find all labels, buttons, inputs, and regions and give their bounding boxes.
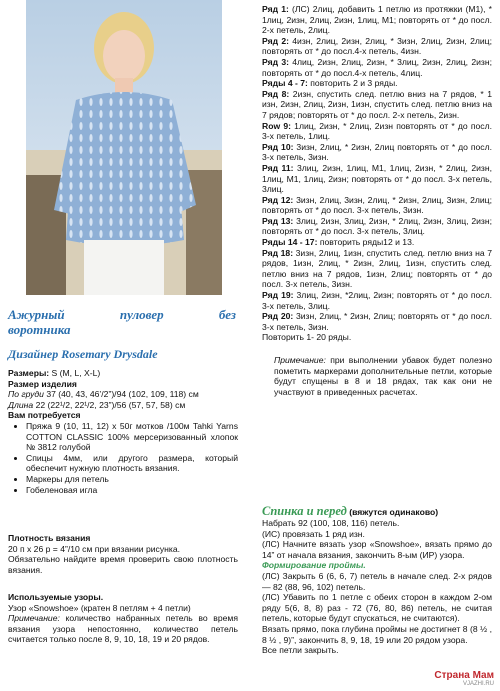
row-instruction: Ряд 1: (ЛС) 2лиц, добавить 1 петлю из протяжки (M1), * 1лиц, 2изн, 2лиц, 2изн, 1лиц, M1; повторять от * до посл. 2-х петель, 2лиц.	[262, 4, 492, 36]
site-logo	[434, 670, 494, 687]
row-instruction: Ряд 13: 3лиц, 2изн, 3лиц, 2изн, * 2лиц, 2изн, 3лиц, 2изн; повторять от * до посл. 3-х петель, 3лиц.	[262, 215, 492, 237]
needed-label: Вам потребуется	[8, 410, 81, 421]
row-instruction: Ряд 20: 3изн, 2лиц, * 2изн, 2лиц; повторять от * до посл. 3-х петель, 3изн.	[262, 311, 492, 332]
row-instruction: Ряд 10: 3изн, 2лиц, * 2изн, 2лиц повторять от * до посл. 3-х петель, 3изн.	[262, 141, 492, 163]
pattern-title	[8, 307, 236, 337]
rs-start: (ЛС) Начните вязать узор «Snowshoe», вязать прямо до 14” от начала вязания, закончить 8-ым (ИР) узора.	[262, 539, 492, 560]
model-photo	[26, 0, 222, 295]
sizes-value: S (M, L, X-L)	[49, 368, 101, 378]
gauge-note: Обязательно найдите время проверить свою плотность вязания.	[8, 554, 238, 575]
title-word-4: воротника	[8, 322, 71, 337]
row-instruction: Ряд 19: 3лиц, 2изн, *2лиц, 2изн; повторять от * до посл. 3-х петель, 3лиц.	[262, 290, 492, 311]
needed-list	[8, 421, 238, 495]
row-instruction: Ряд 18: 3изн, 2лиц, 1изн, спустить след. петлю вниз на 7 рядов, 1изн, 2лиц, * 2изн, 2лиц, 1изн, спустить след. петлю вниз на 7 рядов, 1изн, 2лиц; повторять от * до посл. 3-х петель, 3изн.	[262, 247, 492, 290]
logo-sub: VJAZHI.RU	[462, 681, 494, 687]
rows-block	[262, 4, 492, 397]
repeat-rows: Повторить 1- 20 ряды.	[262, 332, 352, 343]
designer-credit: Дизайнер Rosemary Drysdale	[8, 347, 158, 361]
patterns-block	[8, 592, 238, 645]
row-instruction: Ряд 12: 3изн, 2лиц, 3изн, 2лиц, * 2изн, 2лиц, 3изн, 2лиц; повторять от * до посл. 3-х петель, 3изн.	[262, 194, 492, 216]
needed-item: • Пряжа 9 (10, 11, 12) x 50г мотков /100м Tahki Yarns COTTON CLASSIC 100% мерсеризованный хлопок № 3812 голубой	[26, 421, 238, 453]
note2	[262, 355, 492, 397]
title-word-3: без	[218, 307, 236, 322]
needed-item: • Гобеленовая игла	[26, 485, 238, 496]
row-instruction: Ряд 8: 2изн, спустить след. петлю вниз на 7 рядов, * 1 изн, 2изн, 2лиц, 2изн, 1изн, спустить след. петлю вниз на 7 рядов; повторять от * до посл. 2-х петель, 2изн.	[262, 88, 492, 120]
size-details-label: Размер изделия	[8, 378, 77, 389]
sizes-block	[8, 368, 238, 495]
armhole-title: Формирование проймы.	[262, 560, 366, 571]
row-instruction: Ряды 4 - 7: повторить 2 и 3 ряды.	[262, 78, 398, 89]
note2-label: Примечание:	[274, 355, 326, 365]
patterns-label: Используемые узоры.	[8, 592, 104, 602]
length-label: Длина	[8, 399, 34, 410]
armhole-step-2: (ЛС) Убавить по 1 петле с обеих сторон в каждом 2-ом ряду 5(6, 8, 8) раз - 72 (76, 80, 86) петель, не считая петель, которые будут спускаться, не считаются).	[262, 592, 492, 624]
needed-item: • Спицы 4мм, или другого размера, который обеспечит нужную плотность вязания.	[26, 453, 238, 474]
model-photo-image	[26, 0, 222, 295]
gauge-label: Плотность вязания	[8, 533, 91, 543]
row-instruction: Ряд 11: 3лиц, 2изн, 1лиц, M1, 1лиц, 2изн, * 2лиц, 2изн, 1лиц, M1, 1лиц, 2изн; повторять от * до посл. 3-х петель, 3лиц.	[262, 162, 492, 195]
section-title: Спинка и перед	[262, 504, 347, 518]
armhole-step-3: Вязать прямо, пока глубина проймы не достигнет 8 (8 ½ , 8 ½ , 9)”, закончить 8, 9, 18, 19 или 20 рядом узора.	[262, 623, 492, 645]
gauge-value: 20 п x 26 р = 4”/10 см при вязании рисунка.	[8, 543, 180, 554]
cast-on: Набрать 92 (100, 108, 116) петель.	[262, 518, 400, 528]
note2-text: при выполнении убавок будет полезно пометить маркерами дополнительные петли, которые будут спущены в 8 и 18 рядах, так как они не участвуют в приведенных расчетах.	[274, 355, 492, 397]
row-instruction: Ряд 2: 4изн, 2лиц, 2изн, 2лиц, * 3изн, 2лиц, 2изн, 2лиц; повторять от * до посл.4-х петель, 4изн.	[262, 35, 492, 57]
section-body	[262, 518, 492, 656]
row-instruction: Ряды 14 - 17: повторить ряды12 и 13.	[262, 237, 415, 248]
needed-item: • Маркеры для петель	[26, 474, 238, 485]
title-word-1: Ажурный	[8, 307, 65, 322]
armhole-step-1: (ЛС) Закрыть 6 (6, 6, 7) петель в начале след. 2-х рядов — 82 (88, 96, 102) петель.	[262, 570, 492, 592]
note-text: количество набранных петель во время вязания узора непостоянно, количество петель считается только после 8, 9, 10, 18, 19 и 20 рядов.	[8, 613, 238, 645]
row-instruction: Ряд 3: 4лиц, 2изн, 2лиц, 2изн, * 3лиц, 2изн, 2лиц, 2изн; повторять от * до посл.4-х петель, 4лиц.	[262, 56, 492, 78]
chest-label: По груди	[8, 389, 44, 400]
pattern-line: Узор «Snowshoe» (кратен 8 петлям + 4 петли)	[8, 602, 191, 613]
title-word-2: пуловер	[119, 307, 164, 322]
gauge-block	[8, 533, 238, 575]
row-instruction: Row 9: 1лиц, 2изн, * 2лиц, 2изн повторять от * до посл. 3-х петель, 1лиц.	[262, 120, 492, 142]
sizes-label: Размеры:	[8, 368, 50, 378]
ws-row: (ИС) провязать 1 ряд изн.	[262, 528, 365, 539]
logo-text: Страна Мам	[434, 670, 494, 681]
chest-value: 37 (40, 43, 46’/2”)/94 (102, 109, 118) см	[43, 389, 199, 400]
section-sub: (вяжутся одинаково)	[346, 507, 439, 517]
bind-off: Все петли закрыть.	[262, 645, 339, 656]
note-label: Примечание:	[8, 613, 60, 624]
length-value: 22 (22¹/2, 22¹/2, 23”)/56 (57, 57, 58) см	[33, 399, 186, 410]
